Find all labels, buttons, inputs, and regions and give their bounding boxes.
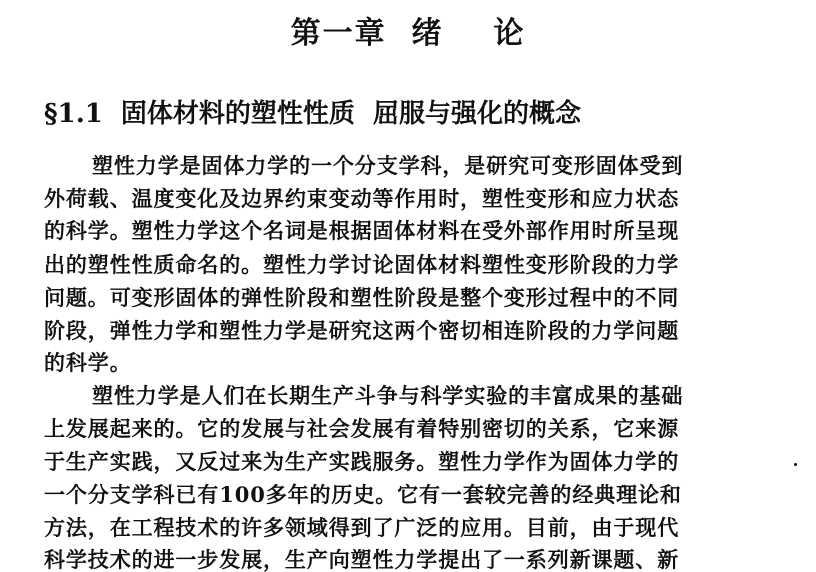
section-heading: §1.1 固体材料的塑性性质 屈服与强化的概念 [44,99,582,129]
paragraph-2-line-2: 上发展起来的。它的发展与社会发展有着特别密切的关系，它来源 [44,416,680,441]
paragraph-2-line-5: 方法，在工程技术的许多领域得到了广泛的应用。目前，由于现代 [44,515,680,540]
paragraph-1-line-5: 问题。可变形固体的弹性阶段和塑性阶段是整个变形过程中的不同 [44,285,680,310]
paragraph-1-line-4: 出的塑性性质命名的。塑性力学讨论固体材料塑性变形阶段的力学 [44,252,680,277]
paragraph-1-line-1: 塑性力学是固体力学的一个分支学科，是研究可变形固体受到 [92,153,684,178]
paragraph-1-line-2: 外荷载、温度变化及边界约束变动等作用时，塑性变形和应力状态 [44,186,680,211]
paragraph-2-line-4: 一个分支学科已有100多年的历史。它有一套较完善的经典理论和 [44,482,682,507]
chapter-title: 第一章 绪 论 [290,16,526,51]
paragraph-2-line-6: 科学技术的进一步发展，生产向塑性力学提出了一系列新课题、新 [44,547,680,572]
paragraph-1-line-7: 的科学。 [44,350,132,375]
paragraph-2-line-1: 塑性力学是人们在长期生产斗争与科学实验的丰富成果的基础 [92,383,684,408]
paragraph-1-line-3: 的科学。塑性力学这个名词是根据固体材料在受外部作用时所呈现 [44,218,680,243]
paragraph-1-line-6: 阶段，弹性力学和塑性力学是研究这两个密切相连阶段的力学问题 [44,318,680,343]
scan-dot-mark [794,463,797,466]
paragraph-2-line-3: 于生产实践，又反过来为生产实践服务。塑性力学作为固体力学的 [44,449,680,474]
